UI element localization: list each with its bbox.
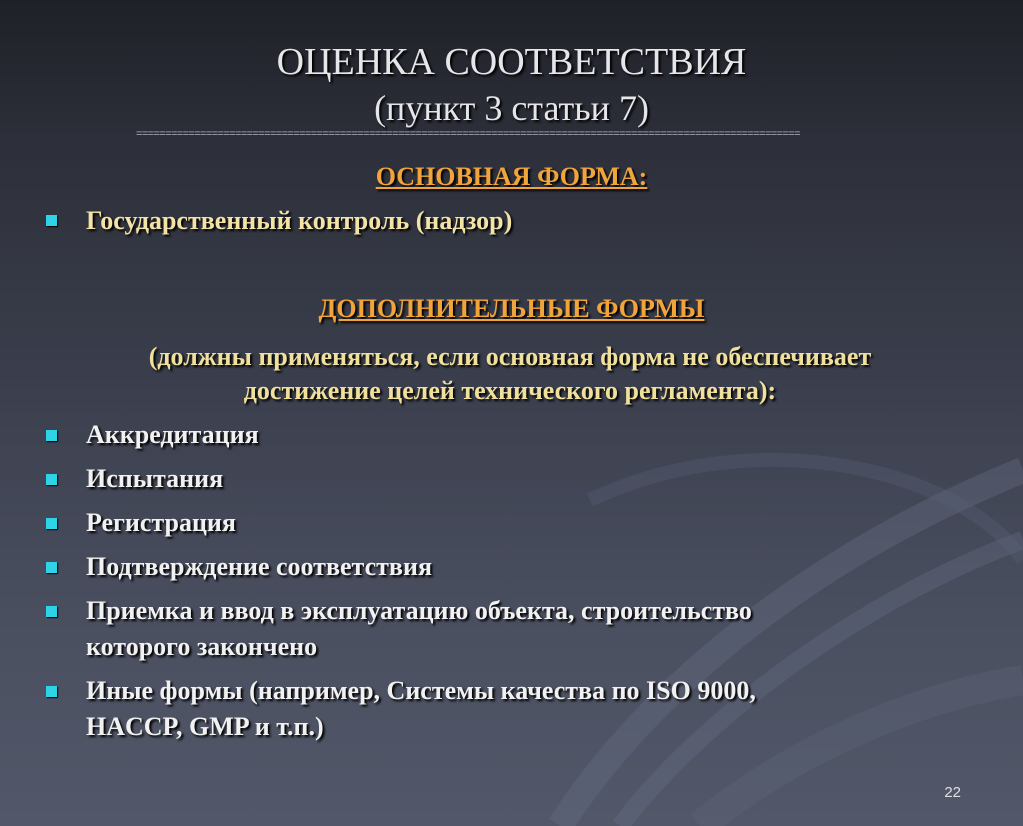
- bullet-icon: [46, 430, 57, 441]
- list-item-line-2: HACCP, GMP и т.п.): [86, 712, 324, 741]
- list-item: Подтверждение соответствия: [86, 552, 433, 581]
- slide-title: ОЦЕНКА СООТВЕТСТВИЯ: [276, 41, 747, 83]
- note-line-1: (должны применяться, если основная форма не обеспечивает: [148, 342, 872, 371]
- list-item: [86, 593, 906, 665]
- page-number: 22: [944, 784, 961, 801]
- list-item: [86, 673, 906, 745]
- title-divider: ==================================================================================================================: [136, 128, 800, 140]
- note-line-2: достижение целей технического регламента):: [243, 376, 777, 405]
- bullet-icon: [46, 686, 57, 697]
- list-item: Регистрация: [86, 508, 236, 537]
- list-item-line-1: Иные формы (например, Системы качества по ISO 9000,: [86, 676, 756, 705]
- main-form-heading: ОСНОВНАЯ ФОРМА:: [375, 162, 648, 191]
- slide-subtitle: (пункт 3 статьи 7): [374, 88, 649, 128]
- bullet-icon: [46, 518, 57, 529]
- bullet-icon: [46, 474, 57, 485]
- list-item: Испытания: [86, 464, 224, 493]
- additional-forms-heading: ДОПОЛНИТЕЛЬНЫЕ ФОРМЫ: [318, 294, 705, 323]
- list-item-line-1: Приемка и ввод в эксплуатацию объекта, строительство: [86, 596, 752, 625]
- list-item: Аккредитация: [86, 420, 259, 449]
- bullet-icon: [46, 606, 57, 617]
- list-item-line-2: которого закончено: [86, 632, 318, 661]
- bullet-icon: [46, 562, 57, 573]
- additional-forms-note: [80, 340, 940, 408]
- bullet-icon: [46, 215, 57, 226]
- main-form-item: Государственный контроль (надзор): [86, 206, 513, 235]
